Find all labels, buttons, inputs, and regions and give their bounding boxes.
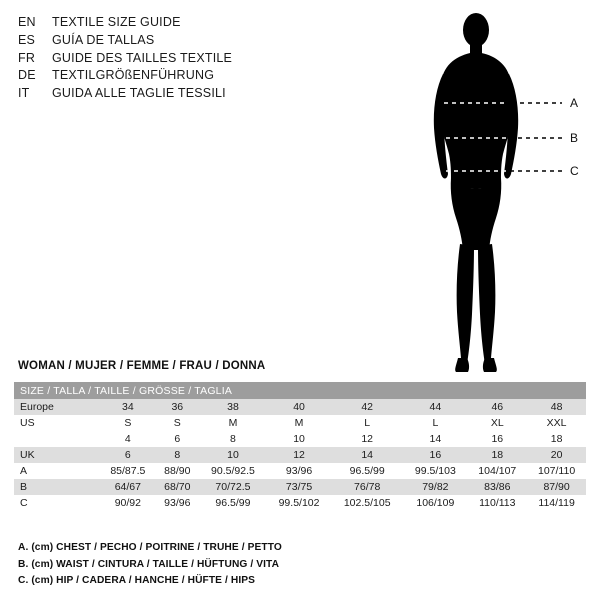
cell: 46 <box>467 399 527 415</box>
cell: 44 <box>403 399 467 415</box>
cell: 88/90 <box>156 463 199 479</box>
cell: 93/96 <box>267 463 331 479</box>
row-label: A <box>14 463 100 479</box>
section-title: WOMAN / MUJER / FEMME / FRAU / DONNA <box>18 360 266 372</box>
cell: 73/75 <box>267 479 331 495</box>
cell: 10 <box>267 431 331 447</box>
cell: 70/72.5 <box>199 479 267 495</box>
cell: 8 <box>156 447 199 463</box>
cell: 110/113 <box>467 495 527 511</box>
language-row <box>18 50 438 68</box>
cell: 114/119 <box>527 495 586 511</box>
cell: 107/110 <box>527 463 586 479</box>
language-row <box>18 85 438 103</box>
cell: 48 <box>527 399 586 415</box>
language-title: GUIDA ALLE TAGLIE TESSILI <box>52 86 226 100</box>
cell: 4 <box>100 431 156 447</box>
cell: M <box>199 415 267 431</box>
cell: M <box>267 415 331 431</box>
cell: 20 <box>527 447 586 463</box>
cell: 99.5/102 <box>267 495 331 511</box>
cell: 34 <box>100 399 156 415</box>
cell: 36 <box>156 399 199 415</box>
cell: 40 <box>267 399 331 415</box>
size-table <box>14 382 586 511</box>
cell: 16 <box>403 447 467 463</box>
cell: 68/70 <box>156 479 199 495</box>
language-code: IT <box>18 86 30 100</box>
row-label: US <box>14 415 100 431</box>
cell: 79/82 <box>403 479 467 495</box>
cell: 87/90 <box>527 479 586 495</box>
table-header-label: SIZE / TALLA / TAILLE / GRÖSSE / TAGLIA <box>14 382 586 399</box>
language-code: FR <box>18 50 36 65</box>
cell: XL <box>467 415 527 431</box>
cell: L <box>403 415 467 431</box>
cell: 85/87.5 <box>100 463 156 479</box>
cell: 14 <box>403 431 467 447</box>
table-row <box>14 415 586 431</box>
cell: 8 <box>199 431 267 447</box>
language-code: ES <box>18 32 36 47</box>
cell: 42 <box>331 399 403 415</box>
cell: 106/109 <box>403 495 467 511</box>
cell: 64/67 <box>100 479 156 495</box>
cell: 83/86 <box>467 479 527 495</box>
cell: 6 <box>100 447 156 463</box>
cell: 90.5/92.5 <box>199 463 267 479</box>
cell: 18 <box>527 431 586 447</box>
cell: L <box>331 415 403 431</box>
table-row <box>14 495 586 511</box>
cell: 90/92 <box>100 495 156 511</box>
language-title: TEXTILE SIZE GUIDE <box>52 15 181 29</box>
cell: 38 <box>199 399 267 415</box>
row-label: UK <box>14 447 100 463</box>
cell: 18 <box>467 447 527 463</box>
language-title: GUÍA DE TALLAS <box>52 32 155 47</box>
row-label <box>14 431 100 447</box>
marker-label-c: C <box>570 164 579 178</box>
measurement-legend <box>18 540 578 590</box>
cell: 99.5/103 <box>403 463 467 479</box>
cell: S <box>156 415 199 431</box>
legend-line-hip: C. (cm) HIP / CADERA / HANCHE / HÜFTE / HIPS <box>18 575 256 587</box>
table-header-row <box>14 382 586 399</box>
language-code: DE <box>18 68 36 83</box>
language-code: EN <box>18 15 36 29</box>
row-label: Europe <box>14 399 100 415</box>
language-title-list <box>18 14 438 103</box>
table-row <box>14 431 586 447</box>
cell: 10 <box>199 447 267 463</box>
cell: 96.5/99 <box>199 495 267 511</box>
cell: 96.5/99 <box>331 463 403 479</box>
cell: 76/78 <box>331 479 403 495</box>
cell: S <box>100 415 156 431</box>
cell: 12 <box>267 447 331 463</box>
cell: 16 <box>467 431 527 447</box>
cell: 104/107 <box>467 463 527 479</box>
marker-label-a: A <box>570 96 579 110</box>
cell: XXL <box>527 415 586 431</box>
table-row <box>14 463 586 479</box>
language-row <box>18 14 438 32</box>
legend-line-waist: B. (cm) WAIST / CINTURA / TAILLE / HÜFTUNG / VITA <box>18 558 280 570</box>
language-row <box>18 67 438 85</box>
marker-label-b: B <box>570 131 579 145</box>
legend-line-chest: A. (cm) CHEST / PECHO / POITRINE / TRUHE / PETTO <box>18 542 282 553</box>
female-silhouette-figure <box>394 8 594 378</box>
cell: 14 <box>331 447 403 463</box>
table-row <box>14 479 586 495</box>
cell: 93/96 <box>156 495 199 511</box>
table-row <box>14 399 586 415</box>
cell: 12 <box>331 431 403 447</box>
table-row <box>14 447 586 463</box>
silhouette-body-icon <box>434 13 518 372</box>
language-title: GUIDE DES TAILLES TEXTILE <box>52 50 233 65</box>
cell: 6 <box>156 431 199 447</box>
language-title: TEXTILGRÖßENFÜHRUNG <box>52 68 215 83</box>
language-row <box>18 32 438 50</box>
cell: 102.5/105 <box>331 495 403 511</box>
row-label: B <box>14 479 100 495</box>
row-label: C <box>14 495 100 511</box>
